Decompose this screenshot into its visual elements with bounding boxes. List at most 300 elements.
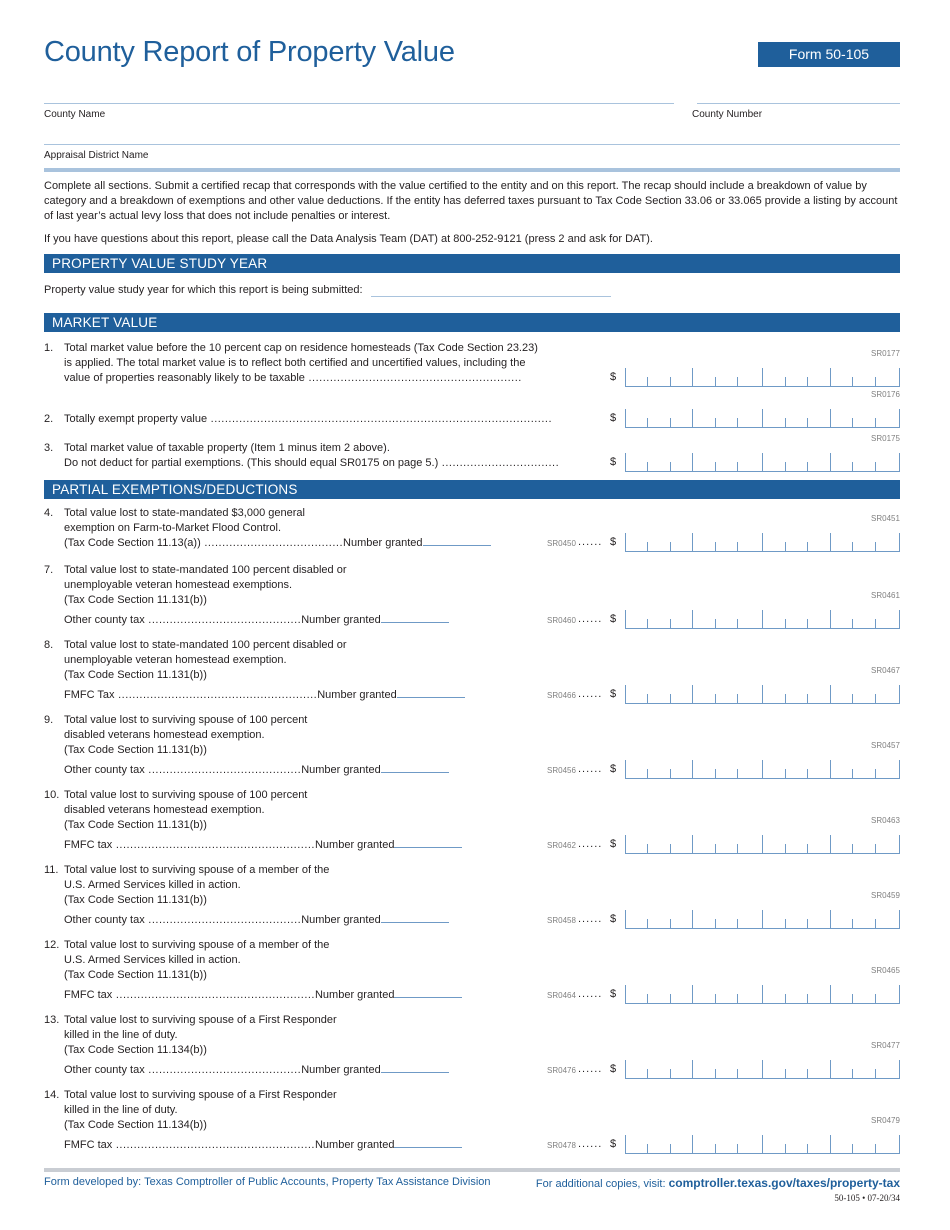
digit-divider bbox=[807, 619, 808, 628]
digit-divider bbox=[670, 1144, 671, 1153]
footer-form-code: 50-105 • 07-20/34 bbox=[834, 1193, 900, 1203]
digit-divider bbox=[762, 1060, 763, 1078]
item-description-line: unemployable veteran homestead exemptions. bbox=[64, 579, 293, 591]
digit-divider bbox=[785, 919, 786, 928]
digit-divider bbox=[807, 994, 808, 1003]
digit-divider bbox=[715, 919, 716, 928]
amount-field[interactable] bbox=[625, 610, 900, 629]
digit-divider bbox=[762, 910, 763, 928]
leader-dots: ...... bbox=[578, 1138, 603, 1150]
digit-divider bbox=[715, 1144, 716, 1153]
digit-divider bbox=[625, 835, 626, 853]
digit-divider bbox=[830, 910, 831, 928]
count-code: SR0456 bbox=[547, 766, 576, 775]
amount-field[interactable] bbox=[625, 760, 900, 779]
amount-field[interactable] bbox=[625, 453, 900, 472]
digit-divider bbox=[692, 1060, 693, 1078]
digit-divider bbox=[785, 1144, 786, 1153]
digit-divider bbox=[670, 377, 671, 386]
item-description-line: (Tax Code Section 11.134(b)) bbox=[64, 1119, 207, 1131]
digit-divider bbox=[670, 418, 671, 427]
digit-divider bbox=[785, 994, 786, 1003]
digit-divider bbox=[692, 760, 693, 778]
digit-divider bbox=[852, 694, 853, 703]
digit-divider bbox=[737, 1144, 738, 1153]
appraisal-district-field[interactable] bbox=[44, 144, 900, 145]
count-code: SR0466 bbox=[547, 691, 576, 700]
leader-dots: ...... bbox=[578, 613, 603, 625]
page-title: County Report of Property Value bbox=[44, 36, 455, 68]
digit-divider bbox=[852, 377, 853, 386]
digit-divider bbox=[807, 694, 808, 703]
item-description-line: Total market value of taxable property (Item 1 minus item 2 above). bbox=[64, 442, 390, 454]
leader-dots: ...... bbox=[578, 536, 603, 548]
digit-divider bbox=[762, 409, 763, 427]
footer-developed-by: Form developed by: Texas Comptroller of Public Accounts, Property Tax Assistance Division bbox=[44, 1176, 491, 1188]
leader-dots: ........................................... bbox=[144, 614, 302, 626]
digit-divider bbox=[737, 462, 738, 471]
item-description-line: (Tax Code Section 11.131(b)) bbox=[64, 744, 207, 756]
digit-divider bbox=[670, 462, 671, 471]
digit-divider bbox=[692, 610, 693, 628]
digit-divider bbox=[715, 994, 716, 1003]
digit-divider bbox=[625, 533, 626, 551]
digit-divider bbox=[737, 769, 738, 778]
item-number: 10. bbox=[44, 789, 60, 801]
item-last-line bbox=[64, 536, 491, 551]
item-last-line bbox=[64, 913, 449, 928]
item-number: 4. bbox=[44, 507, 54, 519]
item-last-text: FMFC tax bbox=[64, 1139, 113, 1151]
digit-divider bbox=[625, 1060, 626, 1078]
dollar-sign: $ bbox=[610, 456, 617, 468]
digit-divider bbox=[625, 685, 626, 703]
value-code: SR0175 bbox=[871, 434, 900, 443]
number-granted-field[interactable] bbox=[397, 696, 465, 698]
item-last-text: (Tax Code Section 11.13(a)) bbox=[64, 537, 201, 549]
digit-divider bbox=[785, 377, 786, 386]
digit-divider bbox=[899, 610, 900, 628]
digit-divider bbox=[899, 368, 900, 386]
digit-divider bbox=[647, 769, 648, 778]
leader-dots: ...... bbox=[578, 988, 603, 1000]
digit-divider bbox=[692, 533, 693, 551]
digit-divider bbox=[737, 418, 738, 427]
digit-divider bbox=[670, 619, 671, 628]
digit-divider bbox=[785, 844, 786, 853]
digit-divider bbox=[715, 377, 716, 386]
digit-divider bbox=[647, 619, 648, 628]
digit-divider bbox=[899, 910, 900, 928]
item-last-text: Totally exempt property value bbox=[64, 413, 208, 425]
digit-divider bbox=[715, 694, 716, 703]
item-last-text: FMFC tax bbox=[64, 839, 113, 851]
form-number-badge: Form 50-105 bbox=[758, 42, 900, 67]
digit-divider bbox=[647, 919, 648, 928]
item-description-line: (Tax Code Section 11.131(b)) bbox=[64, 969, 207, 981]
item-last-line bbox=[64, 988, 462, 1003]
digit-divider bbox=[785, 418, 786, 427]
digit-divider bbox=[830, 1060, 831, 1078]
number-granted-field[interactable] bbox=[381, 621, 449, 623]
value-code: SR0479 bbox=[871, 1116, 900, 1125]
value-code: SR0467 bbox=[871, 666, 900, 675]
digit-divider bbox=[737, 694, 738, 703]
digit-divider bbox=[737, 919, 738, 928]
digit-divider bbox=[692, 1135, 693, 1153]
digit-divider bbox=[807, 462, 808, 471]
digit-divider bbox=[692, 409, 693, 427]
item-description-line: Total value lost to state-mandated $3,000 general bbox=[64, 507, 305, 519]
item-last-text: Other county tax bbox=[64, 614, 145, 626]
leader-dots: ...... bbox=[578, 688, 603, 700]
digit-divider bbox=[852, 919, 853, 928]
digit-divider bbox=[737, 377, 738, 386]
item-last-text: value of properties reasonably likely to be taxable bbox=[64, 372, 305, 384]
digit-divider bbox=[807, 542, 808, 551]
digit-divider bbox=[647, 844, 648, 853]
digit-divider bbox=[692, 985, 693, 1003]
digit-divider bbox=[692, 835, 693, 853]
count-code: SR0478 bbox=[547, 1141, 576, 1150]
value-code: SR0461 bbox=[871, 591, 900, 600]
value-code: SR0176 bbox=[871, 390, 900, 399]
digit-divider bbox=[625, 610, 626, 628]
digit-divider bbox=[852, 462, 853, 471]
item-last-line bbox=[64, 412, 552, 427]
value-code: SR0451 bbox=[871, 514, 900, 523]
number-granted-label: Number granted bbox=[314, 989, 395, 1001]
study-year-field[interactable] bbox=[371, 296, 611, 297]
digit-divider bbox=[852, 1069, 853, 1078]
item-last-line bbox=[64, 456, 559, 471]
digit-divider bbox=[762, 533, 763, 551]
digit-divider bbox=[647, 694, 648, 703]
digit-divider bbox=[625, 1135, 626, 1153]
digit-divider bbox=[625, 760, 626, 778]
dollar-sign: $ bbox=[610, 688, 617, 700]
leader-dots: ........................................................ bbox=[112, 839, 315, 851]
leader-dots: ....................................... bbox=[200, 537, 344, 549]
digit-divider bbox=[830, 610, 831, 628]
value-code: SR0477 bbox=[871, 1041, 900, 1050]
item-number: 9. bbox=[44, 714, 54, 726]
count-code: SR0458 bbox=[547, 916, 576, 925]
number-granted-label: Number granted bbox=[314, 1139, 395, 1151]
item-last-text: Other county tax bbox=[64, 764, 145, 776]
item-number: 11. bbox=[44, 864, 59, 876]
digit-divider bbox=[807, 377, 808, 386]
number-granted-field[interactable] bbox=[394, 846, 462, 848]
item-number: 3. bbox=[44, 442, 54, 454]
dollar-sign: $ bbox=[610, 838, 617, 850]
item-description-line: unemployable veteran homestead exemption. bbox=[64, 654, 287, 666]
digit-divider bbox=[875, 919, 876, 928]
digit-divider bbox=[875, 694, 876, 703]
value-code: SR0463 bbox=[871, 816, 900, 825]
dollar-sign: $ bbox=[610, 412, 617, 424]
divider bbox=[44, 168, 900, 172]
digit-divider bbox=[899, 1060, 900, 1078]
number-granted-field[interactable] bbox=[381, 771, 449, 773]
digit-divider bbox=[875, 462, 876, 471]
digit-divider bbox=[737, 1069, 738, 1078]
digit-divider bbox=[807, 919, 808, 928]
digit-divider bbox=[670, 694, 671, 703]
county-name-label: County Name bbox=[44, 109, 106, 120]
count-code: SR0460 bbox=[547, 616, 576, 625]
leader-dots: ................................. bbox=[438, 457, 560, 469]
item-last-line bbox=[64, 371, 522, 386]
digit-divider bbox=[807, 418, 808, 427]
digit-divider bbox=[737, 844, 738, 853]
amount-field[interactable] bbox=[625, 533, 900, 552]
count-code: SR0464 bbox=[547, 991, 576, 1000]
digit-divider bbox=[692, 685, 693, 703]
item-description-line: disabled veterans homestead exemption. bbox=[64, 729, 265, 741]
dollar-sign: $ bbox=[610, 913, 617, 925]
number-granted-label: Number granted bbox=[301, 914, 381, 926]
digit-divider bbox=[670, 994, 671, 1003]
item-last-text: Other county tax bbox=[64, 914, 145, 926]
item-description-line: (Tax Code Section 11.131(b)) bbox=[64, 894, 207, 906]
leader-dots: ............................................................ bbox=[304, 372, 522, 384]
item-description-line: Total market value before the 10 percent cap on residence homesteads (Tax Code Section 23.23) bbox=[64, 342, 538, 354]
item-number: 7. bbox=[44, 564, 54, 576]
leader-dots: ...... bbox=[578, 838, 603, 850]
footer-copies-prefix: For additional copies, visit: bbox=[535, 1178, 666, 1190]
value-code: SR0177 bbox=[871, 349, 900, 358]
digit-divider bbox=[762, 610, 763, 628]
leader-dots: ........................................................ bbox=[114, 689, 318, 701]
item-description-line: (Tax Code Section 11.131(b)) bbox=[64, 594, 207, 606]
digit-divider bbox=[899, 985, 900, 1003]
item-last-line bbox=[64, 763, 449, 778]
amount-field[interactable] bbox=[625, 835, 900, 854]
digit-divider bbox=[762, 1135, 763, 1153]
digit-divider bbox=[692, 453, 693, 471]
digit-divider bbox=[785, 1069, 786, 1078]
digit-divider bbox=[852, 844, 853, 853]
digit-divider bbox=[762, 985, 763, 1003]
amount-field[interactable] bbox=[625, 910, 900, 929]
number-granted-label: Number granted bbox=[301, 614, 381, 626]
item-description-line: Total value lost to state-mandated 100 percent disabled or bbox=[64, 564, 347, 576]
number-granted-field[interactable] bbox=[394, 996, 462, 998]
section-header-study-year: PROPERTY VALUE STUDY YEAR bbox=[44, 254, 900, 273]
appraisal-district-label: Appraisal District Name bbox=[44, 150, 149, 161]
digit-divider bbox=[875, 619, 876, 628]
amount-field[interactable] bbox=[625, 368, 900, 387]
number-granted-label: Number granted bbox=[317, 689, 397, 701]
digit-divider bbox=[647, 994, 648, 1003]
digit-divider bbox=[762, 685, 763, 703]
value-code: SR0457 bbox=[871, 741, 900, 750]
digit-divider bbox=[875, 1069, 876, 1078]
digit-divider bbox=[875, 769, 876, 778]
digit-divider bbox=[737, 619, 738, 628]
digit-divider bbox=[830, 760, 831, 778]
digit-divider bbox=[647, 1144, 648, 1153]
county-number-label: County Number bbox=[692, 109, 763, 120]
item-last-line bbox=[64, 688, 465, 703]
number-granted-field[interactable] bbox=[381, 921, 449, 923]
digit-divider bbox=[625, 453, 626, 471]
digit-divider bbox=[899, 760, 900, 778]
item-number: 14. bbox=[44, 1089, 60, 1101]
digit-divider bbox=[625, 910, 626, 928]
contact-paragraph: If you have questions about this report, please call the Data Analysis Team (DAT) at 800-252-9121 (press 2 and ask for DAT). bbox=[44, 233, 653, 245]
digit-divider bbox=[625, 409, 626, 427]
digit-divider bbox=[875, 418, 876, 427]
leader-dots: ........................................................ bbox=[112, 989, 315, 1001]
digit-divider bbox=[852, 619, 853, 628]
number-granted-label: Number granted bbox=[343, 537, 423, 549]
dollar-sign: $ bbox=[610, 988, 617, 1000]
digit-divider bbox=[830, 985, 831, 1003]
study-year-label: Property value study year for which this report is being submitted: bbox=[44, 284, 363, 296]
item-last-line bbox=[64, 1138, 462, 1153]
digit-divider bbox=[647, 462, 648, 471]
value-code: SR0459 bbox=[871, 891, 900, 900]
item-description-line: (Tax Code Section 11.131(b)) bbox=[64, 669, 207, 681]
amount-field[interactable] bbox=[625, 1135, 900, 1154]
footer-divider bbox=[44, 1168, 900, 1172]
item-description-line: disabled veterans homestead exemption. bbox=[64, 804, 265, 816]
digit-divider bbox=[715, 462, 716, 471]
digit-divider bbox=[830, 835, 831, 853]
digit-divider bbox=[807, 1144, 808, 1153]
dollar-sign: $ bbox=[610, 613, 617, 625]
item-description-line: Total value lost to state-mandated 100 percent disabled or bbox=[64, 639, 347, 651]
digit-divider bbox=[670, 769, 671, 778]
item-description-line: Total value lost to surviving spouse of 100 percent bbox=[64, 789, 308, 801]
section-header-market-value: MARKET VALUE bbox=[44, 313, 900, 332]
item-last-line bbox=[64, 838, 462, 853]
leader-dots: ........................................... bbox=[144, 914, 302, 926]
count-code: SR0450 bbox=[547, 539, 576, 548]
dollar-sign: $ bbox=[610, 1138, 617, 1150]
count-code: SR0462 bbox=[547, 841, 576, 850]
footer-copies-link[interactable]: comptroller.texas.gov/taxes/property-tax bbox=[668, 1176, 900, 1190]
digit-divider bbox=[715, 844, 716, 853]
item-description-line: killed in the line of duty. bbox=[64, 1104, 178, 1116]
digit-divider bbox=[807, 1069, 808, 1078]
digit-divider bbox=[830, 409, 831, 427]
item-description-line: U.S. Armed Services killed in action. bbox=[64, 954, 241, 966]
digit-divider bbox=[785, 694, 786, 703]
item-number: 2. bbox=[44, 413, 54, 425]
digit-divider bbox=[875, 844, 876, 853]
value-code: SR0465 bbox=[871, 966, 900, 975]
digit-divider bbox=[875, 1144, 876, 1153]
digit-divider bbox=[852, 1144, 853, 1153]
amount-field[interactable] bbox=[625, 685, 900, 704]
digit-divider bbox=[785, 619, 786, 628]
item-description-line: Total value lost to surviving spouse of a First Responder bbox=[64, 1089, 337, 1101]
digit-divider bbox=[899, 685, 900, 703]
digit-divider bbox=[647, 418, 648, 427]
number-granted-field[interactable] bbox=[381, 1071, 449, 1073]
digit-divider bbox=[692, 910, 693, 928]
item-number: 8. bbox=[44, 639, 54, 651]
item-number: 12. bbox=[44, 939, 60, 951]
county-number-field[interactable] bbox=[697, 103, 900, 104]
digit-divider bbox=[852, 542, 853, 551]
item-description-line: Total value lost to surviving spouse of a member of the bbox=[64, 939, 330, 951]
digit-divider bbox=[647, 377, 648, 386]
leader-dots: ........................................................ bbox=[112, 1139, 315, 1151]
digit-divider bbox=[830, 685, 831, 703]
digit-divider bbox=[875, 994, 876, 1003]
item-number: 13. bbox=[44, 1014, 60, 1026]
amount-field[interactable] bbox=[625, 1060, 900, 1079]
leader-dots: ...... bbox=[578, 763, 603, 775]
county-name-field[interactable] bbox=[44, 103, 674, 104]
digit-divider bbox=[647, 542, 648, 551]
digit-divider bbox=[852, 418, 853, 427]
digit-divider bbox=[899, 453, 900, 471]
item-last-text: Do not deduct for partial exemptions. (This should equal SR0175 on page 5.) bbox=[64, 457, 439, 469]
digit-divider bbox=[785, 769, 786, 778]
digit-divider bbox=[762, 835, 763, 853]
digit-divider bbox=[715, 769, 716, 778]
digit-divider bbox=[852, 994, 853, 1003]
digit-divider bbox=[715, 1069, 716, 1078]
leader-dots: ........................................... bbox=[144, 764, 302, 776]
digit-divider bbox=[670, 542, 671, 551]
digit-divider bbox=[625, 368, 626, 386]
amount-field[interactable] bbox=[625, 985, 900, 1004]
digit-divider bbox=[715, 619, 716, 628]
item-description-line: Total value lost to surviving spouse of a First Responder bbox=[64, 1014, 337, 1026]
digit-divider bbox=[830, 1135, 831, 1153]
digit-divider bbox=[715, 418, 716, 427]
item-description-line: Total value lost to surviving spouse of 100 percent bbox=[64, 714, 308, 726]
digit-divider bbox=[899, 533, 900, 551]
count-code: SR0476 bbox=[547, 1066, 576, 1075]
item-description-line: killed in the line of duty. bbox=[64, 1029, 178, 1041]
footer-copies bbox=[536, 1176, 900, 1190]
item-last-text: FMFC tax bbox=[64, 989, 113, 1001]
digit-divider bbox=[670, 844, 671, 853]
item-number: 1. bbox=[44, 342, 54, 354]
digit-divider bbox=[899, 835, 900, 853]
item-description-line: U.S. Armed Services killed in action. bbox=[64, 879, 241, 891]
digit-divider bbox=[899, 1135, 900, 1153]
digit-divider bbox=[785, 542, 786, 551]
section-header-partial-exemptions: PARTIAL EXEMPTIONS/DEDUCTIONS bbox=[44, 480, 900, 499]
amount-field[interactable] bbox=[625, 409, 900, 428]
digit-divider bbox=[785, 462, 786, 471]
leader-dots: ........................................... bbox=[144, 1064, 302, 1076]
item-last-line bbox=[64, 613, 449, 628]
digit-divider bbox=[830, 533, 831, 551]
digit-divider bbox=[875, 542, 876, 551]
number-granted-label: Number granted bbox=[314, 839, 395, 851]
leader-dots: ...... bbox=[578, 1063, 603, 1075]
item-last-text: Other county tax bbox=[64, 1064, 145, 1076]
digit-divider bbox=[899, 409, 900, 427]
dollar-sign: $ bbox=[610, 763, 617, 775]
number-granted-field[interactable] bbox=[423, 544, 491, 546]
number-granted-field[interactable] bbox=[394, 1146, 462, 1148]
number-granted-label: Number granted bbox=[301, 1064, 381, 1076]
digit-divider bbox=[762, 760, 763, 778]
digit-divider bbox=[670, 919, 671, 928]
dollar-sign: $ bbox=[610, 371, 617, 383]
dollar-sign: $ bbox=[610, 536, 617, 548]
